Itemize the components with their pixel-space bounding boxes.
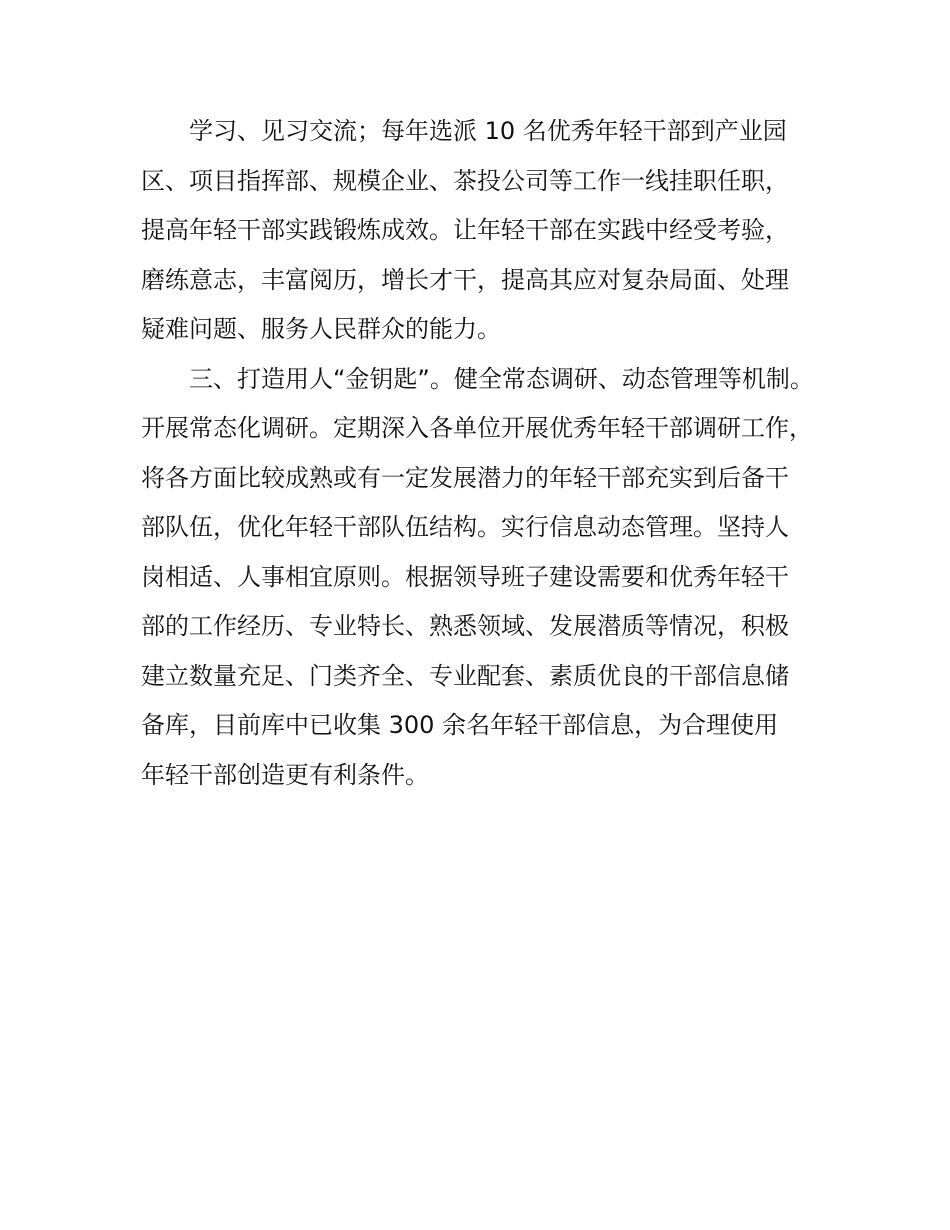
text-line: 区、项目指挥部、规模企业、茶投公司等工作一线挂职任职， [141, 166, 789, 195]
text-line: 三、打造用人“金钥匙”。健全常态调研、动态管理等机制。 [189, 364, 814, 393]
text-line: 岗相适、人事相宜原则。根据领导班子建设需要和优秀年轻干 [141, 562, 789, 591]
text-line: 部队伍，优化年轻干部队伍结构。实行信息动态管理。坚持人 [141, 513, 789, 541]
text-line: 学习、见习交流；每年选派 10 名优秀年轻干部到产业园 [189, 117, 787, 145]
paragraph-1 [141, 107, 841, 355]
text-line: 备库，目前库中已收集 300 余名年轻干部信息，为合理使用 [141, 711, 779, 739]
paragraph-2 [141, 355, 841, 801]
text-line: 年轻干部创造更有利条件。 [141, 760, 429, 789]
text-line: 提高年轻干部实践锻炼成效。让年轻干部在实践中经受考验， [141, 216, 789, 244]
text-line: 将各方面比较成熟或有一定发展潜力的年轻干部充实到后备干 [141, 463, 789, 492]
text-line: 建立数量充足、门类齐全、专业配套、素质优良的干部信息储 [141, 661, 789, 690]
text-line: 开展常态化调研。定期深入各单位开展优秀年轻干部调研工作， [141, 414, 813, 442]
text-line: 磨练意志，丰富阅历，增长才干，提高其应对复杂局面、处理 [141, 265, 789, 294]
text-line: 疑难问题、服务人民群众的能力。 [141, 315, 501, 343]
text-line: 部的工作经历、专业特长、熟悉领域、发展潜质等情况，积极 [141, 612, 789, 640]
document-body [141, 107, 841, 800]
